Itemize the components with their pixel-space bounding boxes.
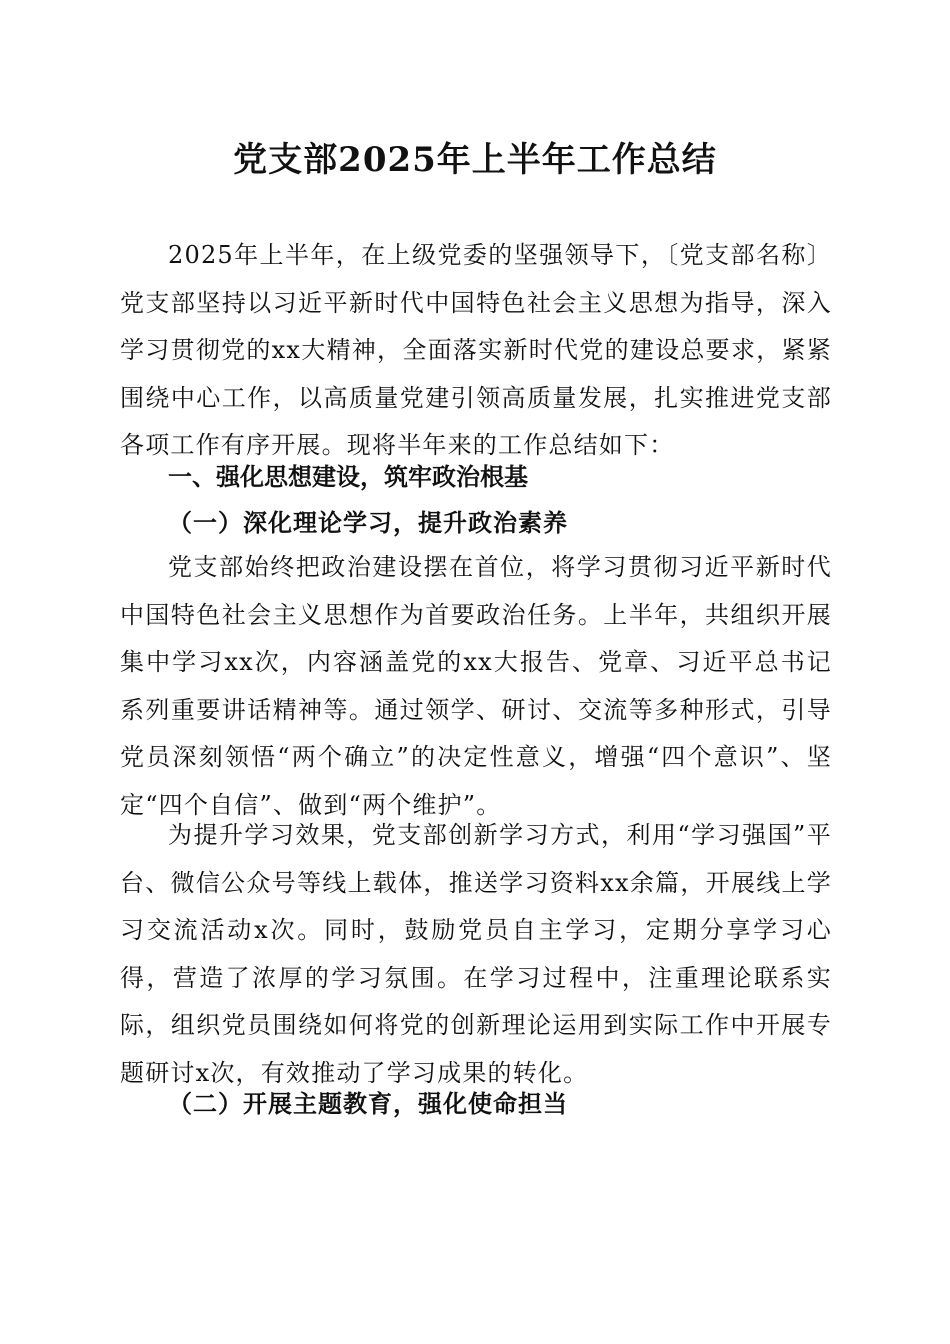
subsection-heading-1: （一）深化理论学习，提升政治素养 (168, 508, 568, 537)
paragraph-study-methods: 为提升学习效果，党支部创新学习方式，利用“学习强国”平台、微信公众号等线上载体，推送学习资料xx余篇，开展线上学习交流活动x次。同时，鼓励党员自主学习，定期分享学习心得，营造了浓厚的学习氛围。在学习过程中，注重理论联系实际，组织党员围绕如何将党的创新理论运用到实际工作中开展专题研讨x次，有效推动了学习成果的转化。 (120, 821, 832, 1087)
subsection-heading-2: （二）开展主题教育，强化使命担当 (168, 1089, 568, 1118)
intro-paragraph: 2025年上半年，在上级党委的坚强领导下，〔党支部名称〕党支部坚持以习近平新时代中国特色社会主义思想为指导，深入学习贯彻党的xx大精神，全面落实新时代党的建设总要求，紧紧围绕中心工作，以高质量党建引领高质量发展，扎实推进党支部各项工作有序开展。现将半年来的工作总结如下： (120, 241, 832, 459)
paragraph-theory-study: 党支部始终把政治建设摆在首位，将学习贯彻习近平新时代中国特色社会主义思想作为首要政治任务。上半年，共组织开展集中学习xx次，内容涵盖党的xx大报告、党章、习近平总书记系列重要讲话精神等。通过领学、研讨、交流等多种形式，引导党员深刻领悟“两个确立”的决定性意义，增强“四个意识”、坚定“四个自信”、做到“两个维护”。 (120, 553, 832, 819)
section-heading-1: 一、强化思想建设，筑牢政治根基 (168, 463, 528, 491)
document-title: 党支部2025年上半年工作总结 (233, 140, 717, 180)
